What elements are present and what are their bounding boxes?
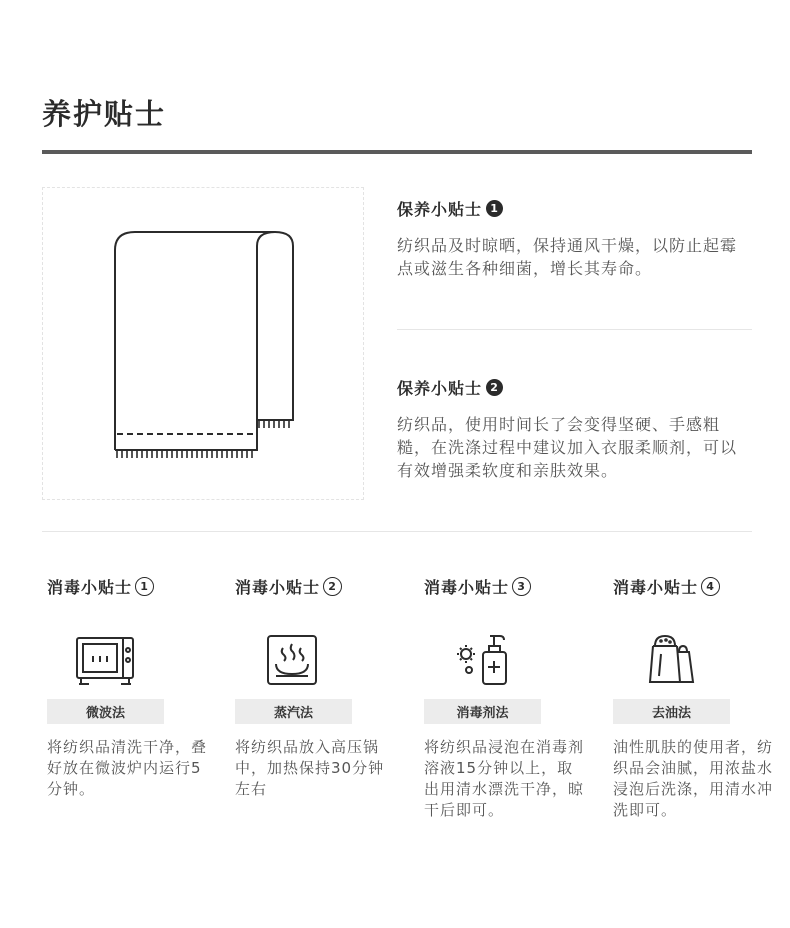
towel-illustration-frame bbox=[42, 187, 364, 500]
disinfect-tip-label: 消毒小贴士 bbox=[424, 578, 510, 597]
disinfect-tip-text: 将纺织品放入高压锅中，加热保持30分钟左右 bbox=[235, 738, 385, 798]
method-tag: 蒸汽法 bbox=[235, 699, 352, 724]
disinfect-tip-text: 将纺织品清洗干净，叠好放在微波炉内运行5分钟。 bbox=[47, 738, 208, 798]
disinfect-tip-1 bbox=[47, 575, 217, 798]
disinfect-tip-3 bbox=[424, 575, 594, 819]
disinfect-tip-4 bbox=[613, 575, 783, 819]
page-title: 养护贴士 bbox=[42, 97, 167, 131]
circled-number: 4 bbox=[701, 577, 720, 596]
care-tip-text: 纺织品，使用时间长了会变得坚硬、手感粗糙，在洗涤过程中建议加入衣服柔顺剂，可以有效增强柔软度和亲肤效果。 bbox=[397, 415, 738, 480]
disinfect-tip-2 bbox=[235, 575, 405, 798]
circled-number: 1 bbox=[135, 577, 154, 596]
circled-number: 3 bbox=[512, 577, 531, 596]
microwave-icon bbox=[75, 632, 135, 692]
method-tag: 去油法 bbox=[613, 699, 730, 724]
section-divider bbox=[42, 531, 752, 532]
disinfect-tip-text: 油性肌肤的使用者，纺织品会油腻，用浓盐水浸泡后洗涤，用清水冲洗即可。 bbox=[613, 738, 774, 819]
method-tag: 消毒剂法 bbox=[424, 699, 541, 724]
disinfect-tip-label: 消毒小贴士 bbox=[613, 578, 699, 597]
steam-icon bbox=[263, 632, 323, 692]
tip-divider bbox=[397, 329, 752, 330]
care-tip-text: 纺织品及时晾晒，保持通风干燥，以防止起霉点或滋生各种细菌，增长其寿命。 bbox=[397, 236, 738, 278]
disinfect-tip-label: 消毒小贴士 bbox=[47, 578, 133, 597]
title-divider bbox=[42, 150, 752, 154]
disinfectant-bottle-icon bbox=[454, 632, 514, 692]
care-tip-label: 保养小贴士 bbox=[397, 200, 483, 219]
number-badge: 2 bbox=[486, 379, 503, 396]
disinfect-tip-text: 将纺织品浸泡在消毒剂溶液15分钟以上，取出用清水漂洗干净，晾干后即可。 bbox=[424, 738, 585, 819]
circled-number: 2 bbox=[323, 577, 342, 596]
number-badge: 1 bbox=[486, 200, 503, 217]
method-tag: 微波法 bbox=[47, 699, 164, 724]
towel-icon bbox=[43, 188, 365, 501]
care-tip-label: 保养小贴士 bbox=[397, 379, 483, 398]
care-tip-2 bbox=[397, 376, 752, 482]
care-tip-1 bbox=[397, 197, 752, 280]
salt-shaker-icon bbox=[641, 632, 701, 692]
disinfect-tip-label: 消毒小贴士 bbox=[235, 578, 321, 597]
